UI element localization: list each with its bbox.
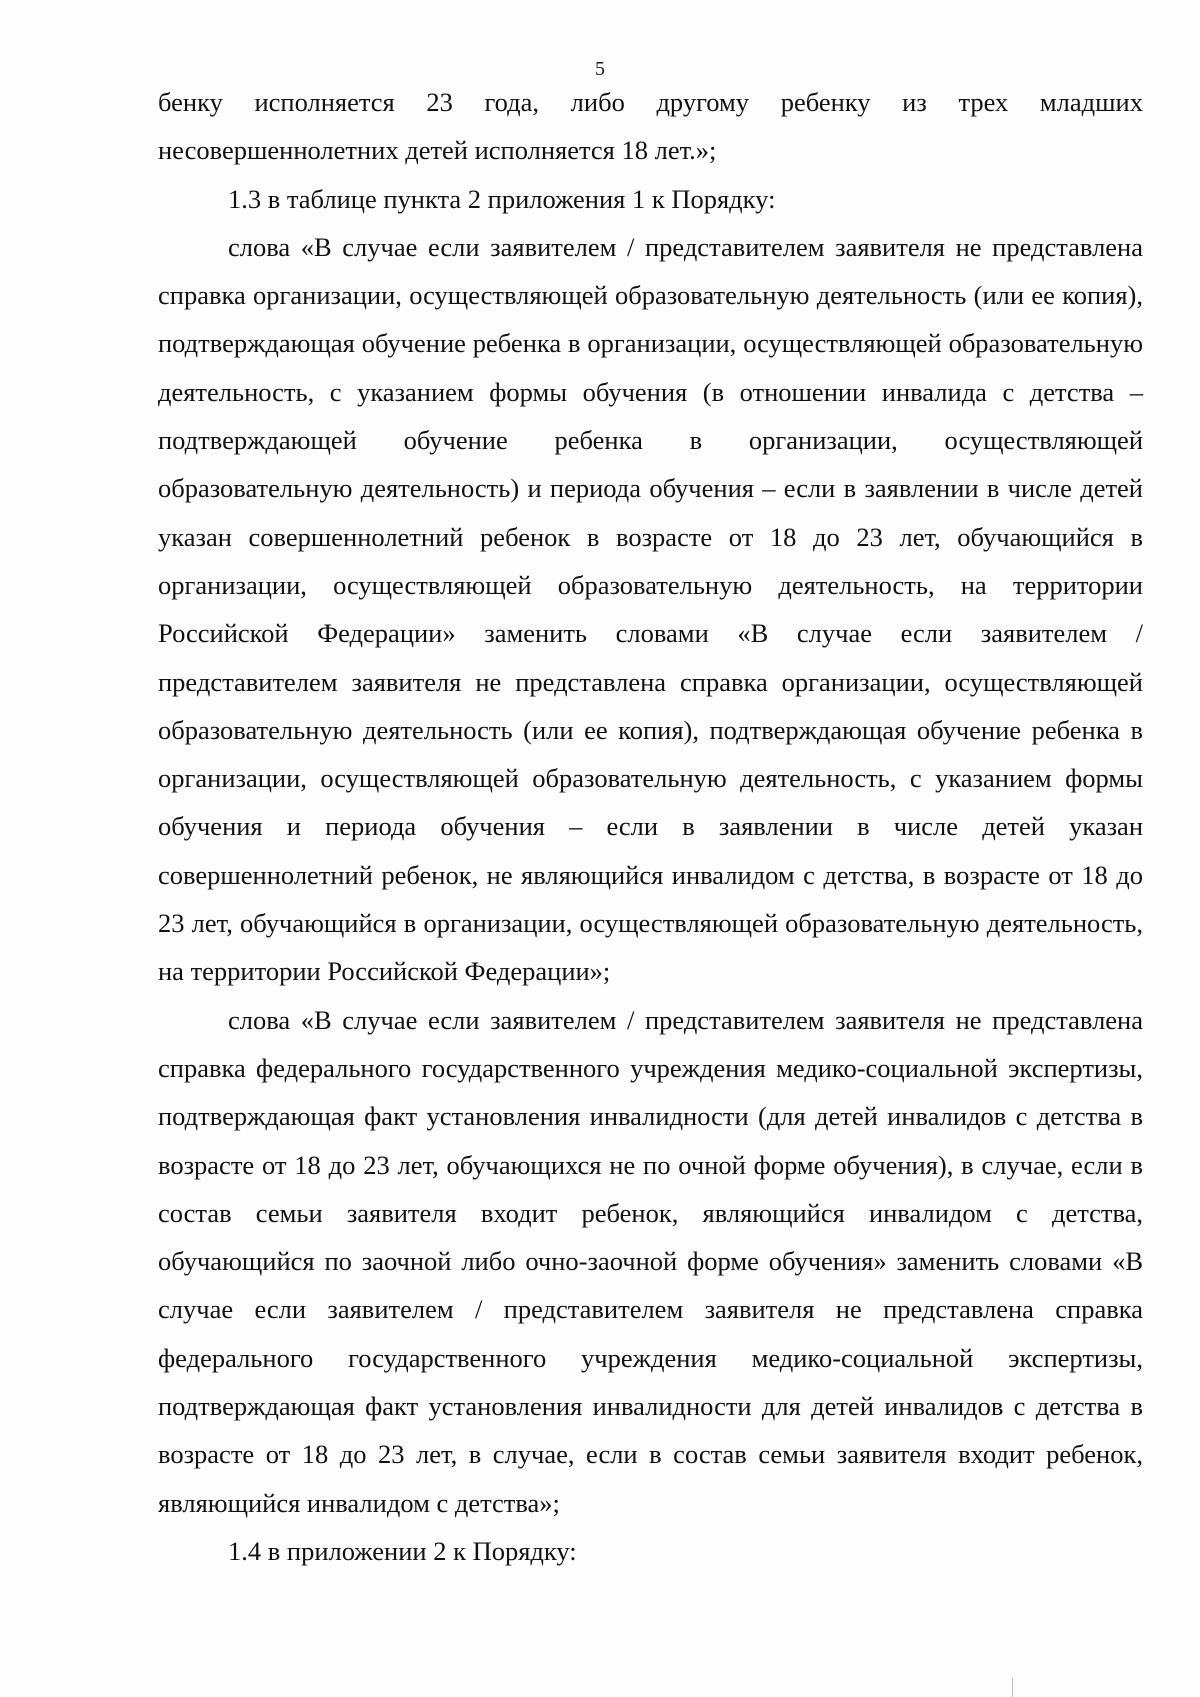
paragraph-continuation: бенку исполняется 23 года, либо другому ребенку из трех младших несовершеннолетних детей исполняется 18 лет.»; xyxy=(158,87,1143,166)
scan-artifact-line xyxy=(1012,1678,1013,1697)
paragraph-replacement-2: слова «В случае если заявителем / представителем заявителя не представлена справка федерального государственного учреждения медико-социальной экспертизы, подтверждающая факт установления инвалидности (для детей инвалидов с детства в возрасте от 18 до 23 лет, обучающихся не по очной форме обучения), в случае, если в состав семьи заявителя входит ребенок, являющийся инвалидом с детства, обучающийся по заочной либо очно-заочной форме обучения» заменить словами «В случае если заявителем / представителем заявителя не представлена справка федерального государственного учреждения медико-социальной экспертизы, подтверждающая факт установления инвалидности для детей инвалидов с детства в возрасте от 18 до 23 лет, в случае, если в состав семьи заявителя входит ребенок, являющийся инвалидом с детства»; xyxy=(158,1004,1143,1518)
page-number: 5 xyxy=(595,58,605,80)
paragraph-replacement-1: слова «В случае если заявителем / представителем заявителя не представлена справка организации, осуществляющей образовательную деятельность (или ее копия), подтверждающая обучение ребенка в организации, осуществляющей образовательную деятельность, с указанием формы обучения (в отношении инвалида с детства – подтверждающей обучение ребенка в организации, осуществляющей образовательную деятельность) и периода обучения – если в заявлении в числе детей указан совершеннолетний ребенок в возрасте от 18 до 23 лет, обучающийся в организации, осуществляющей образовательную деятельность, на территории Российской Федерации» заменить словами «В случае если заявителем / представителем заявителя не представлена справка организации, осуществляющей образовательную деятельность (или ее копия), подтверждающая обучение ребенка в организации, осуществляющей образовательную деятельность, с указанием формы обучения и периода обучения – если в заявлении в числе детей указан совершеннолетний ребенок, не являющийся инвалидом с детства, в возрасте от 18 до 23 лет, обучающийся в организации, осуществляющей образовательную деятельность, на территории Российской Федерации»; xyxy=(158,231,1143,987)
paragraph-item-1-3: 1.3 в таблице пункта 2 приложения 1 к Порядку: xyxy=(228,183,776,214)
document-body xyxy=(158,78,1143,1575)
paragraph-item-1-4: 1.4 в приложении 2 к Порядку: xyxy=(228,1535,577,1566)
